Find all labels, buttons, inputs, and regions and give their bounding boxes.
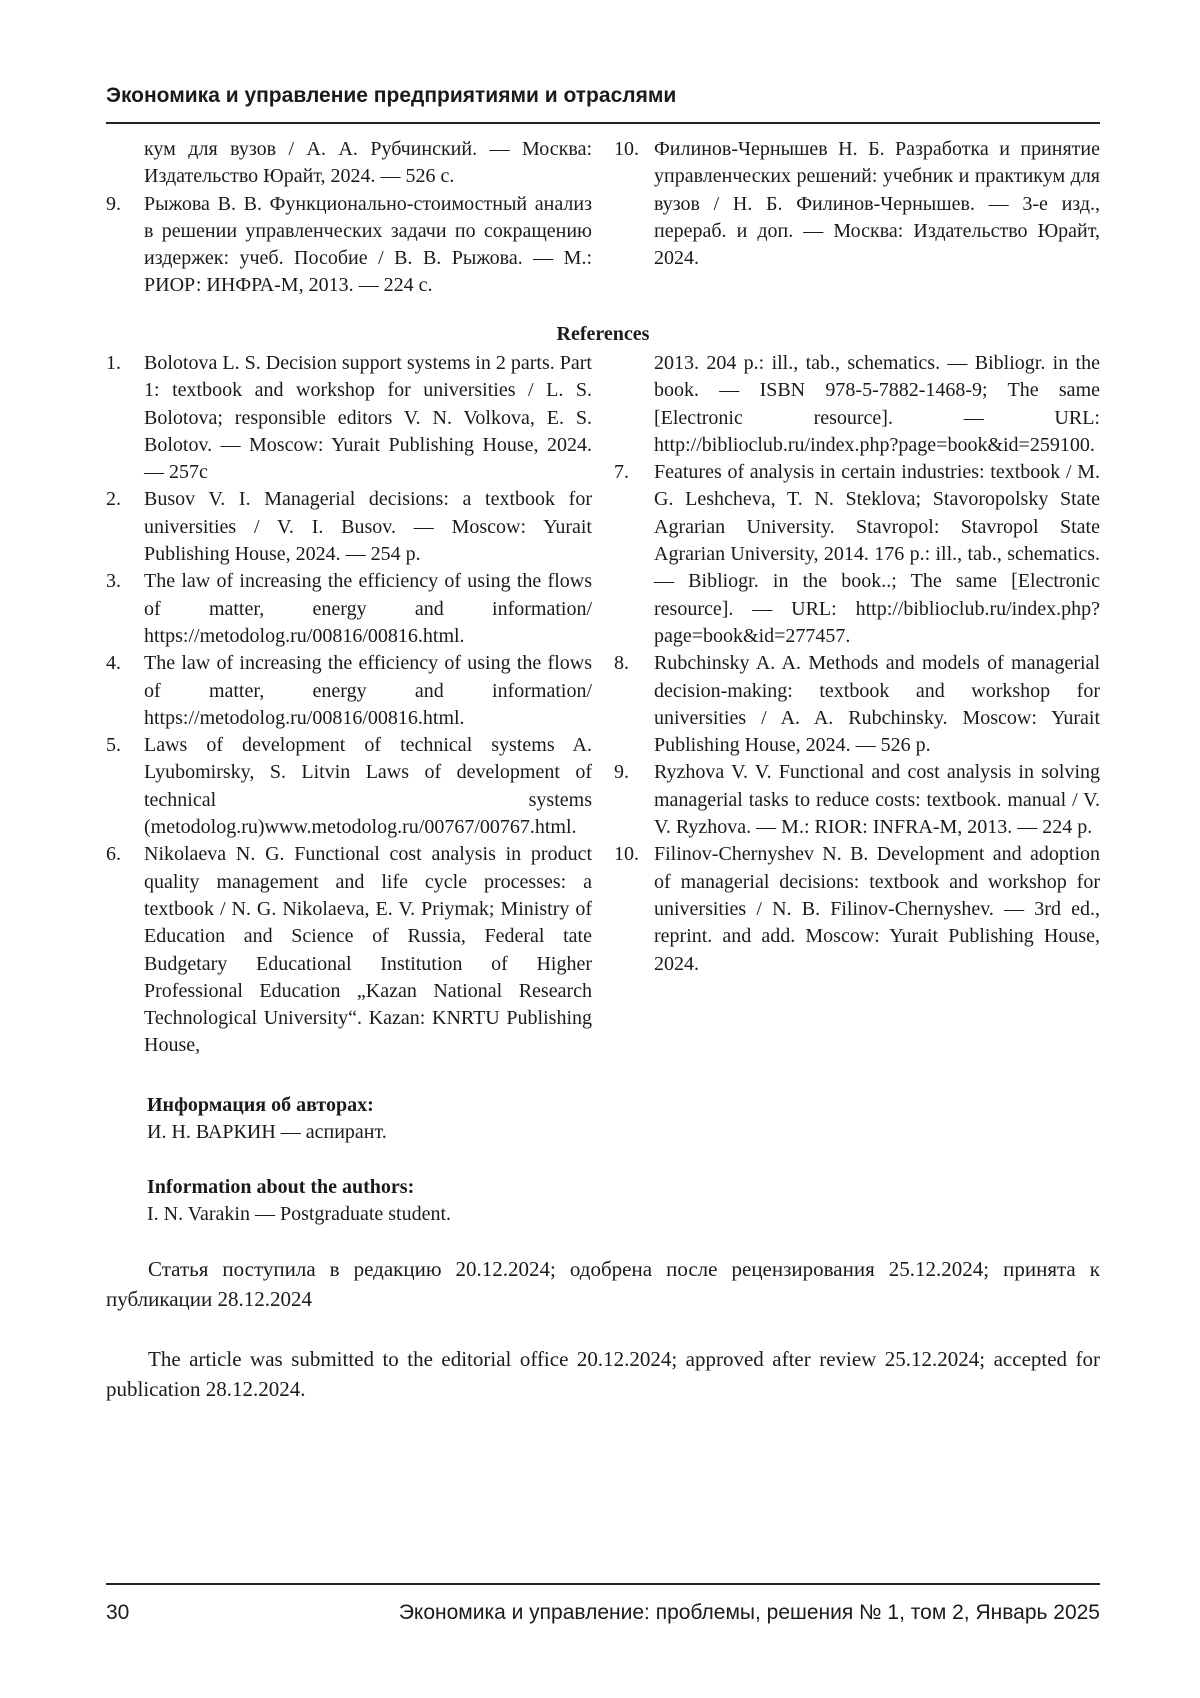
ref-number: 4.	[106, 652, 121, 675]
references-right-column	[614, 350, 1100, 978]
ref-item-10-ru	[614, 136, 1100, 272]
ref-number: 9.	[106, 192, 121, 215]
ref-text: Filinov-Chernyshev N. B. Development and adoption of managerial decisions: textbook and workshop for universities / N. B. Filinov-Chernyshev. — 3rd ed., reprint. and add. Moscow: Yurait Publishing House, 2024.	[654, 843, 1100, 975]
ref-text: Bolotova L. S. Decision support systems in 2 parts. Part 1: textbook and workshop for universities / L. S. Bolotova; responsible editors V. N. Volkova, E. S. Bolotov. — Moscow: Yurait Publishing House, 2024. — 257с	[144, 352, 592, 484]
ref-number: 5.	[106, 734, 121, 757]
article-dates-en: The article was submitted to the editorial office 20.12.2024; approved after review 25.12.2024; accepted for publication 28.12.2024.	[106, 1347, 1100, 1401]
ref-number: 10.	[614, 843, 639, 866]
ref-text: Laws of development of technical systems A. Lyubomirsky, S. Litvin Laws of development of technical systems (metodolog.ru)www.metodolog.ru/00767/00767.html.	[144, 734, 592, 839]
author-info-ru	[147, 1092, 387, 1146]
top-refs-right	[614, 136, 1100, 272]
ref-item	[106, 350, 592, 486]
ref-number: 3.	[106, 570, 121, 593]
ref-item	[106, 650, 592, 732]
author-info-label: Информация об авторах:	[147, 1094, 374, 1116]
author-info-text: I. N. Varakin — Postgraduate student.	[147, 1203, 452, 1225]
ref-text: The law of increasing the efficiency of using the flows of matter, energy and information/ https://metodolog.ru/00816/00816.html.	[144, 652, 592, 729]
ref-text: Busov V. I. Managerial decisions: a textbook for universities / V. I. Busov. — Moscow: Yurait Publishing House, 2024. — 254 p.	[144, 488, 592, 566]
ref-continuation: кум для вузов / А. А. Рубчинский. — Москва: Издательство Юрайт, 2024. — 526 с.	[144, 138, 592, 188]
ref-text: Ryzhova V. V. Functional and cost analysis in solving managerial tasks to reduce costs: textbook. manual / V. V. Ryzhova. — M.: RIOR: INFRA-M, 2013. — 224 p.	[654, 761, 1100, 839]
ref-number: 9.	[614, 761, 629, 784]
ref-number: 10.	[614, 138, 639, 160]
ref-item	[614, 650, 1100, 759]
ref-item	[106, 841, 592, 1059]
ref-number: 7.	[614, 461, 629, 484]
top-refs-left	[106, 136, 592, 300]
ref-number: 1.	[106, 352, 121, 374]
ref-item	[106, 732, 592, 841]
ref-text: Филинов-Чернышев Н. Б. Разработка и принятие управленческих решений: учебник и практикум для вузов / Н. Б. Филинов-Чернышев. — 3-е изд., перераб. и доп. — Москва: Издательство Юрайт, 2024.	[654, 138, 1100, 270]
ref-item-9-ru	[106, 191, 592, 300]
author-info-en	[147, 1174, 451, 1228]
references-title: References	[556, 323, 650, 345]
ref-text: Rubchinsky A. A. Methods and models of managerial decision-making: textbook and workshop for universities / A. A. Rubchinsky. Moscow: Yurait Publishing House, 2024. — 526 p.	[654, 652, 1100, 757]
ref-number: 6.	[106, 843, 121, 866]
ref-item	[614, 841, 1100, 977]
ref-text: Nikolaeva N. G. Functional cost analysis in product quality management and life cycle processes: a textbook / N. G. Nikolaeva, E. V. Priymak; Ministry of Education and Science of Russia, Federal tate Budgetary Educational Institution of Higher Professional Education „Kazan National Research Technological University“. Kazan: KNRTU Publishing House,	[144, 843, 592, 1057]
footer-rule	[106, 1583, 1100, 1585]
header-rule	[106, 122, 1100, 124]
ref-number: 2.	[106, 488, 121, 511]
author-info-text: И. Н. ВАРКИН — аспирант.	[147, 1121, 387, 1143]
ref-continuation: 2013. 204 p.: ill., tab., schematics. — Bibliogr. in the book. — ISBN 978-5-7882-1468-9; The same [Electronic resource]. — URL: http://biblioclub.ru/index.php?page=book&id=259100.	[654, 352, 1100, 456]
page-number: 30	[106, 1601, 130, 1624]
article-dates-ru: Статья поступила в редакцию 20.12.2024; одобрена после рецензирования 25.12.2024; принята к публикации 28.12.2024	[106, 1257, 1100, 1311]
author-info-label: Information about the authors:	[147, 1176, 415, 1198]
ref-text: Рыжова В. В. Функционально-стоимостный анализ в решении управленческих задачи по сокращению издержек: учеб. Пособие / В. В. Рыжова. — М.: РИОР: ИНФРА-М, 2013. — 224 с.	[144, 192, 592, 297]
ref-item	[106, 568, 592, 650]
ref-text: Features of analysis in certain industries: textbook / M. G. Leshcheva, T. N. Steklova; Stavoropolsky State Agrarian University. Stavropol: Stavropol State Agrarian University, 2014. 176 p.: ill., tab., schematics. — Bibliogr. in the book..; The same [Electronic resource]. — URL: http://biblioclub.ru/index.php?page=book&id=277457.	[654, 461, 1100, 647]
ref-item	[614, 459, 1100, 650]
ref-item	[106, 486, 592, 568]
ref-text: The law of increasing the efficiency of using the flows of matter, energy and information/ https://metodolog.ru/00816/00816.html.	[144, 570, 592, 647]
references-left-column	[106, 350, 592, 1060]
running-header: Экономика и управление предприятиями и отраслями	[106, 84, 677, 107]
ref-number: 8.	[614, 652, 629, 675]
ref-item	[614, 759, 1100, 841]
journal-footer: Экономика и управление: проблемы, решения № 1, том 2, Январь 2025	[398, 1601, 1100, 1624]
